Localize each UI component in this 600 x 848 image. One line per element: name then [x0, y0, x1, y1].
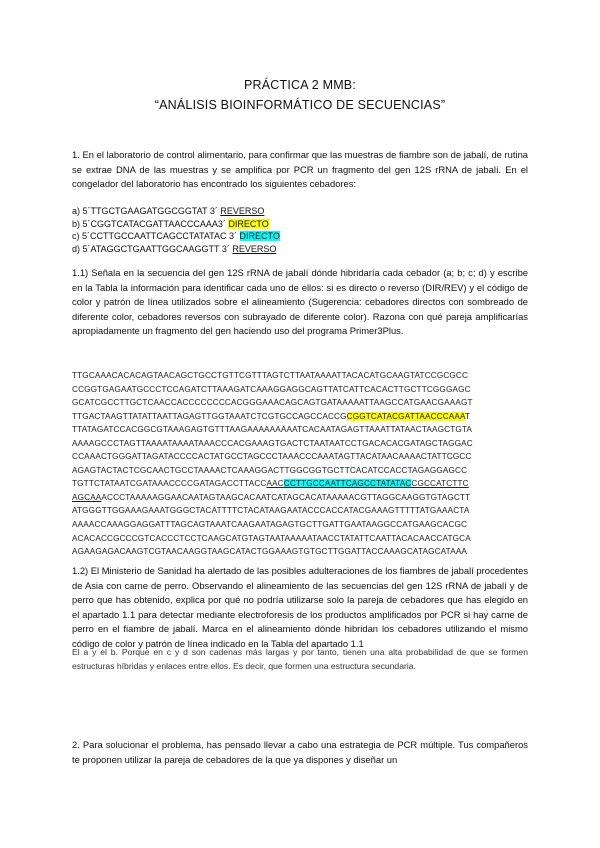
primer-c: [72, 230, 280, 243]
primer-sequence: a) 5´TTGCTGAAGATGGCGGTAT 3´: [72, 206, 221, 216]
sequence-segment: TTGACTAAGTTATATTAATTAGAGTTGGTAAATCTCGTGCCAGCCACCG: [72, 411, 347, 421]
sequence-segment: T: [465, 411, 471, 421]
question-1-2: 1.2) El Ministerio de Sanidad ha alertado de las posibles adulteraciones de los fiambres de jabalí procedentes de Asia con carne de perro. Observando el alineamiento de las secuencias del gen 12S rRNA de jabalí y de perro que has obtenido, explica por qué no podría utilizarse solo la pareja de cebadores que has elegido en el apartado 1.1 para detectar mediante electroforesis de los productos amplificados por PCR si hay carne de perro en el fiambre de jabalí. Marca en el alineamiento dónde hibridan los cebadores utilizando el mismo código de color y patrón de línea indicado en la Tabla del apartado 1.1: [72, 565, 529, 649]
primer-tag: DIRECTO: [228, 218, 269, 229]
answer-1-2: El a y el b. Porque en c y d son cadenas más largas y por tanto, tienen una alta probabilidad de que se formen estructuras híbridas y enlaces entre ellos. Es decir, que formen una estructura secundaria.: [72, 647, 528, 671]
sequence-line: AGAAGAGACAAGTCGTAACAAGGTAAGCATACTGGAAAGTGTGCTTGGATTACCAAAGCATAGCATAAA: [72, 547, 468, 557]
sequence-segment: TGTTCTATAATCGATAAACCCCGATAGACCTTACC: [72, 479, 267, 489]
sequence-line: TTATAGATCCACGGCGTAAAGAGTGTTTAAGAAAAAAAAATCACAATAGAGTTAAATTATAACTAAGCTGTA: [72, 425, 473, 435]
gene-sequence: [72, 369, 528, 559]
question-1: 1. En el laboratorio de control alimentario, para confirmar que las muestras de fiambre son de jabalí, de rutina se extrae DNA de las muestras y se amplifica por PCR un fragmento del gen 12S rRNA de jabalí. En el congelador del laboratorio has encontrado los siguientes cebadores:: [72, 149, 528, 190]
primer-b: [72, 218, 280, 231]
sequence-line: ACACACCGCCCGTCACCCTCCTCAAGCATGTAGTAATAAAAATAACCTATATTCAATTACACAACCATGCA: [72, 533, 471, 543]
primer-list: [72, 205, 280, 255]
primer-b-site: CGGTCATACGATTAACCCAAA: [346, 411, 466, 421]
sequence-line: AAAACCAAAGGAGGATTTAGCAGTAAATCAAGAATAGAGTGCTTGATTGAATAAGGCCATGAAGCACGC: [72, 520, 468, 530]
sequence-line: GCATCGCCTTGCTCAACCACCCCCCCCACGGGAAACAGCAGTGATAAAAATTAAGCCATGAACGAAAGT: [72, 398, 473, 408]
sequence-line: TTGCAAACACACAGTAACAGCTGCCTGTTCGTTTAGTCTTAATAAAATTACACATGCAAGTATCCGCGCC: [72, 371, 469, 380]
primer-tag: DIRECTO: [239, 231, 280, 241]
primer-d-site: AAC: [266, 479, 284, 489]
primer-a: [72, 205, 280, 218]
sequence-line: [72, 410, 528, 424]
primer-sequence: d) 5´ATAGGCTGAATTGGCAAGGTT 3´: [72, 243, 233, 254]
sequence-line: [72, 491, 528, 505]
sequence-line: ATGGGTTGGAAAGAAATGGGCTACATTTTCTACATAAGAATACCCACCATACGAAAGTTTTTATGAAACTA: [72, 506, 470, 516]
primer-d: [72, 243, 280, 256]
sequence-line: CCGGTGAGAATGCCCTCCAGATCTTAAAGATCAAAGGAGGCAGTTATCATTCACACTTGCTTCGGGAGC: [72, 384, 471, 394]
primer-sequence: b) 5´CGGTCATACGATTAACCCAAA3´: [72, 218, 229, 229]
sequence-line: AAAAGCCCTAGTTAAAATAAAATAAACCCACGAAAGTGACTCTAATAATCCTGACACACGATAGCTAGGAC: [72, 438, 473, 448]
sequence-line: [72, 477, 528, 491]
question-2: 2. Para solucionar el problema, has pensado llevar a cabo una estrategia de PCR múltiple. Tus compañeros te proponen utilizar la pareja de cebadores de la que ya dispones y diseñar un: [72, 739, 528, 765]
primer-tag: REVERSO: [220, 206, 265, 216]
primer-d-site: AGCAA: [72, 492, 102, 502]
page-title: PRÁCTICA 2 MMB:: [243, 78, 357, 92]
page-subtitle: “ANÁLISIS BIOINFORMÁTICO DE SECUENCIAS”: [154, 98, 446, 112]
primer-d-site: CGCCATCTTC: [411, 479, 469, 489]
sequence-line: CCAAACTGGGATTAGATACCCCACTATGCCTAGCCCTAAACCCAAATAGTTACATAACAAAACTATTCGCC: [72, 452, 472, 462]
question-1-1: 1.1) Señala en la secuencia del gen 12S rRNA de jabalí dónde hibridaría cada cebador (a; b; c; d) y escribe en la Tabla la información para identificar cada uno de ellos: si es directo o reverso (DIR/REV) y el código de color y patrón de línea utilizados sobre el alineamiento (Sugerencia: cebadores directos con sombreado de diferente color, cebadores reversos con subrayado de diferente color). Razona con qué pareja amplificarías apropiadamente un fragmento del gen haciendo uso del programa Primer3Plus.: [72, 267, 528, 337]
primer-tag: REVERSO: [232, 243, 277, 254]
sequence-segment: ACCCTAAAAAGGAACAATAGTAAGCACAATCATAGCACATAAAAACGTTAGGCAAGGTGTAGCTT: [101, 492, 471, 502]
primer-c-site: CCTTGCCAATTCAGCCTATATAC: [283, 479, 412, 489]
primer-sequence: c) 5´CCTTGCCAATTCAGCCTATATAC 3´: [72, 231, 240, 241]
sequence-line: AGAGTACTACTCGCAACTGCCTAAAACTCAAAGGACTTGGCGGTGCTTCACATCCACCTAGAGGAGCC: [72, 465, 468, 475]
